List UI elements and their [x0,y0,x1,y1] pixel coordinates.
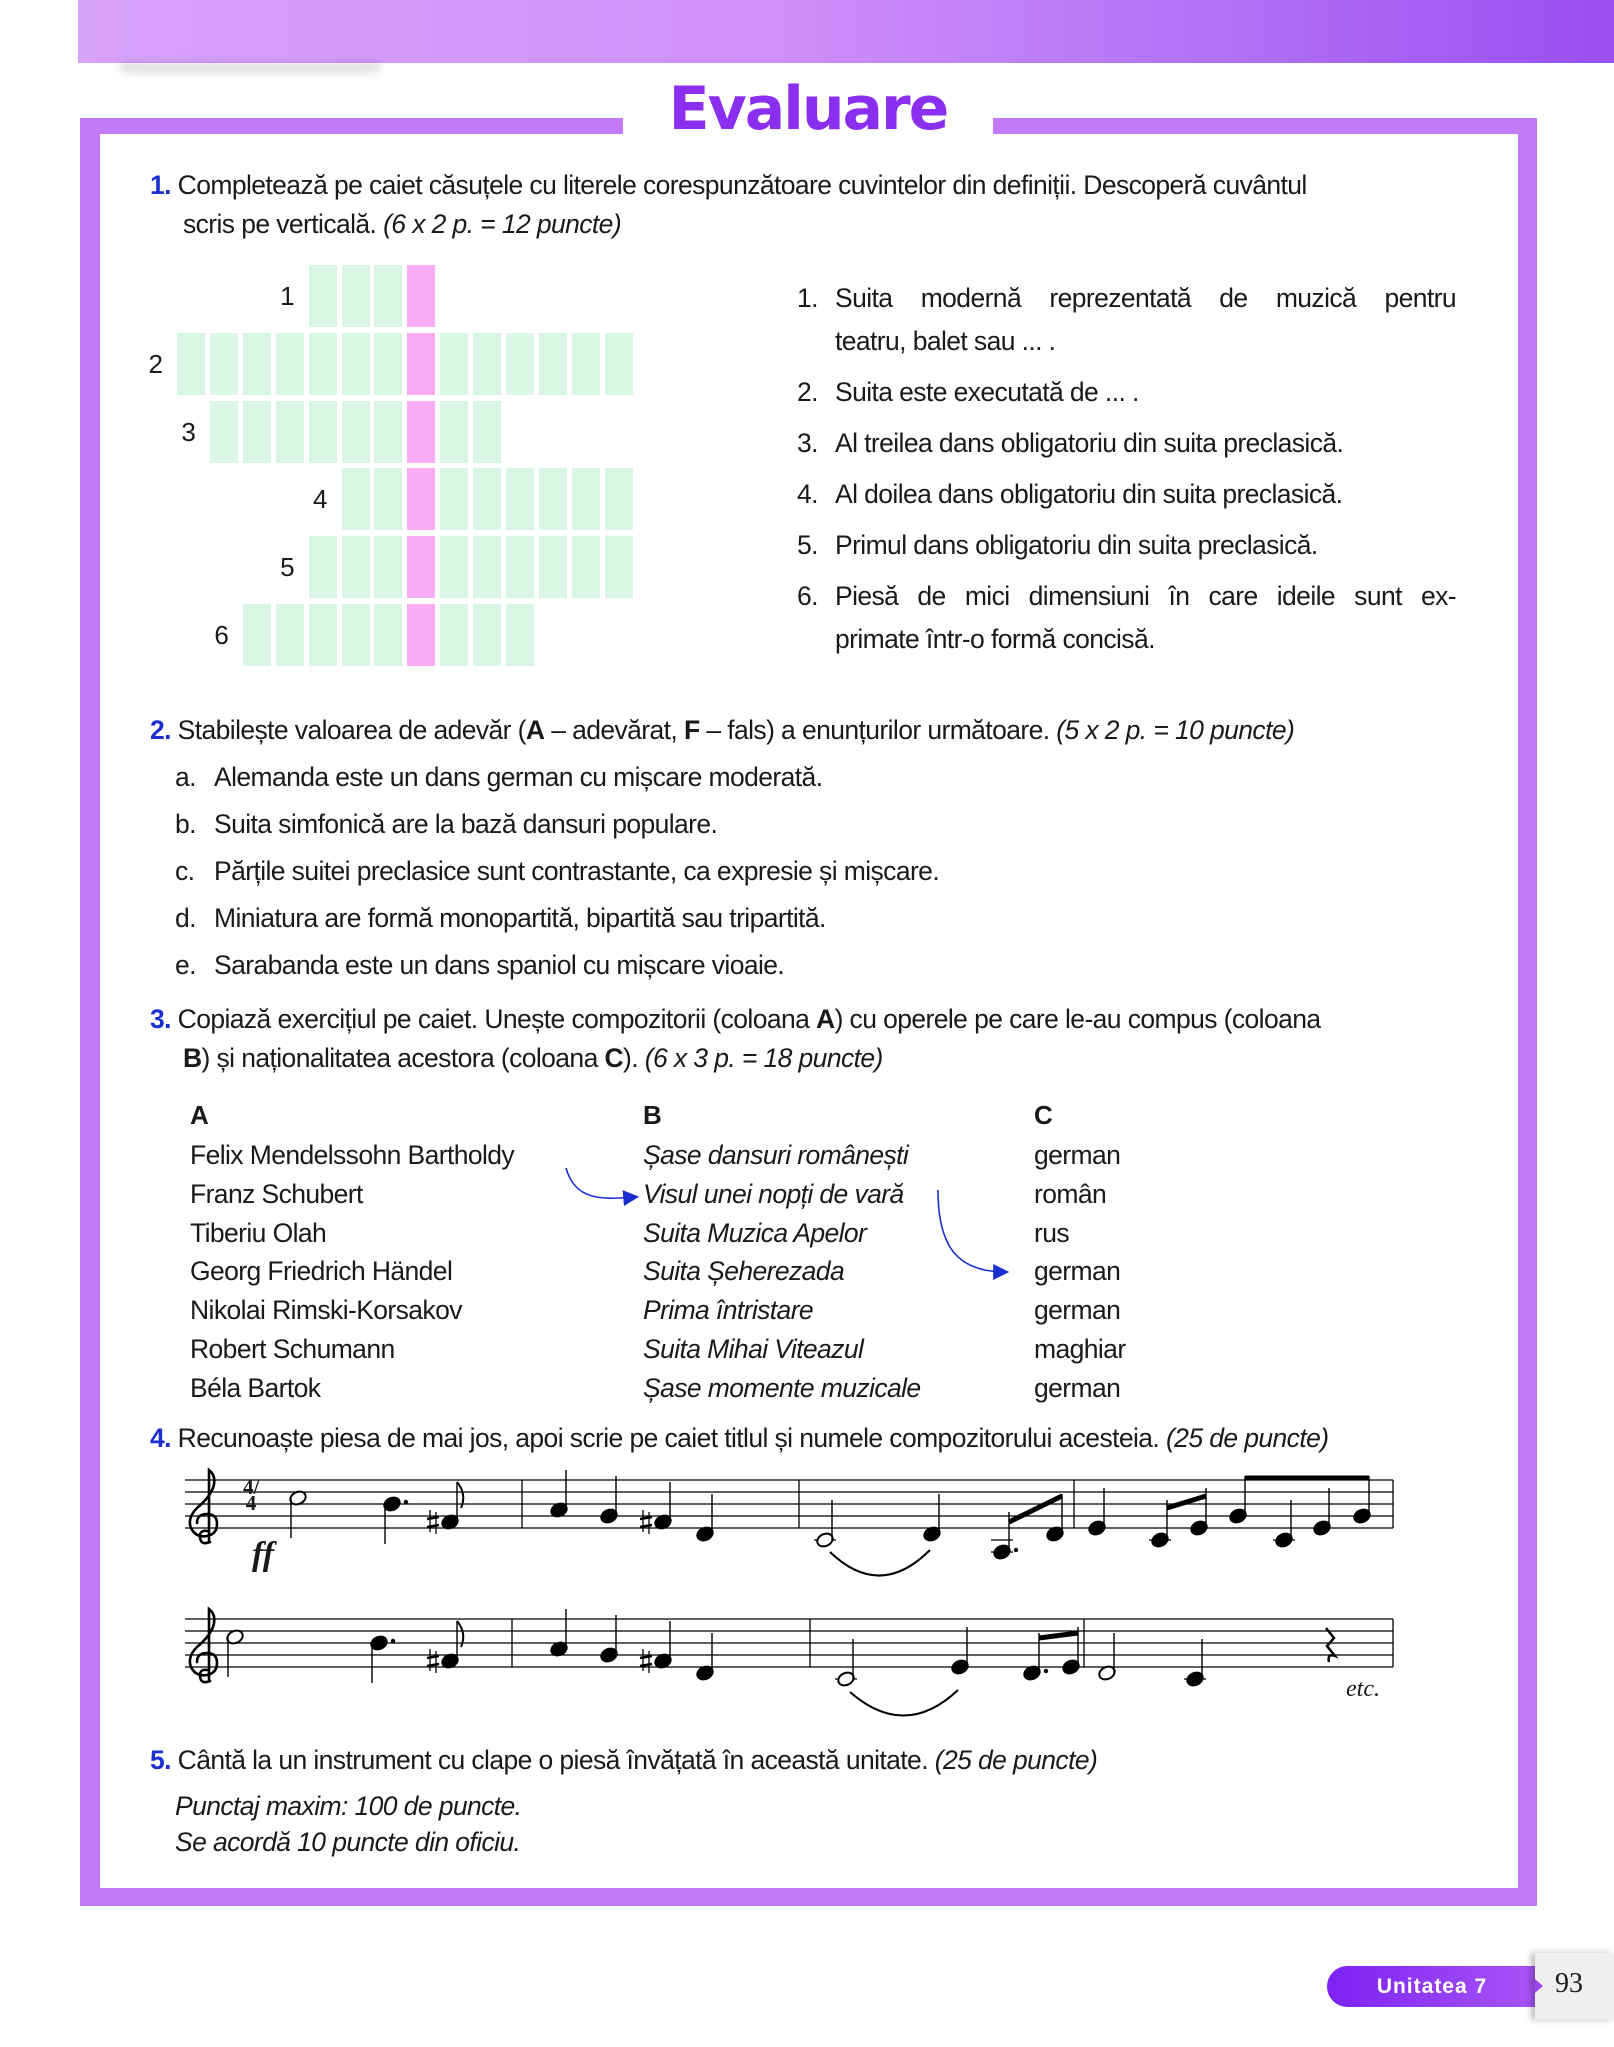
clue-text: teatru, balet sau ... . [835,326,1056,356]
composer-item: Béla Bartok [190,1372,321,1403]
natural-icon [640,1525,652,1527]
q5-text: Cântă la un instrument cu clape o piesă învățată în această unitate. [177,1745,935,1775]
q3-points: (6 x 3 p. = 18 puncte) [644,1043,883,1073]
q3-text-a: Copiază exercițiul pe caiet. Unește compozitorii (coloana [177,1004,817,1034]
clue-text: Al doilea dans obligatoriu din suita preclasică. [835,479,1343,509]
q2-f-label: F [683,715,700,745]
clue-text: Suita modernă reprezentată de muzică pentru [835,283,1456,313]
q4-points: (25 de puncte) [1165,1423,1329,1453]
q2-item-letter: e. [175,950,196,980]
quarter-rest-icon [1326,1628,1335,1662]
q1-text: Completează pe caiet căsuțele cu literele corespunzătoare cuvintelor din definiții. Descoperă cuvântul [177,170,1307,200]
q2-item-letter: c. [175,856,195,886]
composer-item: Felix Mendelssohn Bartholdy [190,1140,515,1170]
q1-number: 1. [150,170,171,200]
clue-number: 5. [797,530,818,560]
note-dot [1044,1669,1048,1673]
sharp-icon [427,1525,439,1527]
work-item: Suita Șeherezada [643,1256,845,1287]
treble-clef-icon [190,1609,217,1682]
nationality-item: rus [1034,1217,1070,1248]
q2-a-label: A [525,715,545,745]
clue-number: 1. [797,283,818,313]
q4-text: Recunoaște piesa de mai jos, apoi scrie pe caiet titlul și numele compozitorului acesteia. [177,1423,1166,1453]
etc-marking: etc. [1346,1676,1380,1702]
q2-item-letter: a. [175,762,196,792]
natural-icon [640,1517,652,1519]
natural-icon [640,1656,652,1658]
column-b-header: B [643,1100,662,1130]
crossword-row-number: 1 [280,281,295,311]
nationality-item: german [1034,1256,1121,1287]
q3-number: 3. [150,1004,171,1034]
q2-item-letter: d. [175,903,196,933]
q1-text-2: scris pe verticală. [183,209,384,239]
q2-item-letter: b. [175,809,196,839]
time-signature: 4/4 [243,1475,260,1515]
q3-text-c: ) și naționalitatea acestora (coloana [201,1043,605,1073]
column-c-header: C [1034,1100,1053,1130]
treble-clef-icon [190,1470,217,1543]
nationality-item: român [1034,1178,1107,1209]
work-item: Prima întristare [643,1295,814,1326]
crossword-row-number: 2 [148,348,163,379]
clue-text: primate într-o formă concisă. [835,624,1155,654]
sharp-icon [427,1664,439,1666]
nationality-item: german [1034,1140,1121,1170]
composer-item: Tiberiu Olah [190,1217,327,1248]
q2-item-text: Sarabanda este un dans spaniol cu mișcare vioaie. [214,950,785,980]
crossword-row-number: 5 [280,552,295,583]
work-item: Șase dansuri românești [643,1140,909,1170]
q3-text-b: ) cu operele pe care le-au compus (coloana [834,1004,1321,1034]
clue-number: 3. [797,428,818,458]
dynamic-marking: ff [252,1536,275,1573]
clue-number: 2. [797,377,818,407]
composer-item: Nikolai Rimski-Korsakov [190,1295,462,1326]
q2-text-mid2: – fals) a enunțurilor următoare. [699,715,1057,745]
clue-text: Primul dans obligatoriu din suita preclasică. [835,530,1318,560]
beam [1009,1496,1062,1522]
q3-col-b-ref: B [183,1043,202,1073]
q2-number: 2. [150,715,171,745]
beam [1167,1496,1206,1508]
clue-number: 4. [797,479,818,509]
work-item: Suita Mihai Viteazul [643,1334,864,1364]
q2-item-text: Părțile suitei preclasice sunt contrastante, ca expresie și mișcare. [214,856,940,886]
crossword-row-number: 3 [181,416,196,447]
q5-number: 5. [150,1745,171,1775]
work-item: Visul unei nopți de vară [643,1178,904,1209]
beam [1039,1633,1078,1638]
q2-item-text: Miniatura are formă monopartită, bipartită sau tripartită. [214,903,826,933]
note-dot [1014,1548,1018,1552]
max-score-note: Punctaj maxim: 100 de puncte. [175,1791,522,1821]
q1-points: (6 x 2 p. = 12 puncte) [383,209,622,239]
page-number: 93 [1555,1968,1583,1999]
work-item: Suita Muzica Apelor [643,1217,867,1248]
crossword-row-number: 6 [214,620,229,650]
composer-item: Franz Schubert [190,1178,363,1209]
q2-text-pre: Stabilește valoarea de adevăr ( [177,715,526,745]
q5-heading [150,1745,1097,1776]
crossword-row-number: 4 [313,484,328,515]
note-dot [391,1639,395,1643]
work-item: Șase momente muzicale [643,1372,921,1403]
q2-item-text: Suita simfonică are la bază dansuri populare. [214,809,718,839]
q3-text-d: ). [623,1043,645,1073]
q3-col-c-ref: C [604,1043,624,1073]
q4-number: 4. [150,1423,171,1453]
sharp-icon [427,1656,439,1658]
unit-label: Unitatea 7 [1327,1966,1537,2007]
column-a-header: A [190,1100,209,1130]
nationality-item: german [1034,1372,1121,1403]
page-title: Evaluare [668,74,948,144]
natural-icon [640,1664,652,1666]
q2-text-mid1: – adevărat, [544,715,684,745]
composer-item: Robert Schumann [190,1334,395,1364]
q3-col-a-ref: A [816,1004,835,1034]
composer-item: Georg Friedrich Händel [190,1256,453,1287]
slur [850,1690,958,1716]
note-dot [404,1500,408,1504]
nationality-item: german [1034,1295,1121,1326]
q2-item-text: Alemanda este un dans german cu mișcare moderată. [214,762,823,792]
clue-text: Piesă de mici dimensiuni în care ideile sunt ex- [835,581,1456,611]
sharp-icon [427,1517,439,1519]
bonus-points-note: Se acordă 10 puncte din oficiu. [175,1827,521,1857]
clue-number: 6. [797,581,818,611]
clue-text: Al treilea dans obligatoriu din suita preclasică. [835,428,1344,458]
slur [830,1550,930,1576]
clue-text: Suita este executată de ... . [835,377,1139,407]
nationality-item: maghiar [1034,1334,1126,1364]
q5-points: (25 de puncte) [934,1745,1098,1775]
q2-points: (5 x 2 p. = 10 puncte) [1056,715,1295,745]
